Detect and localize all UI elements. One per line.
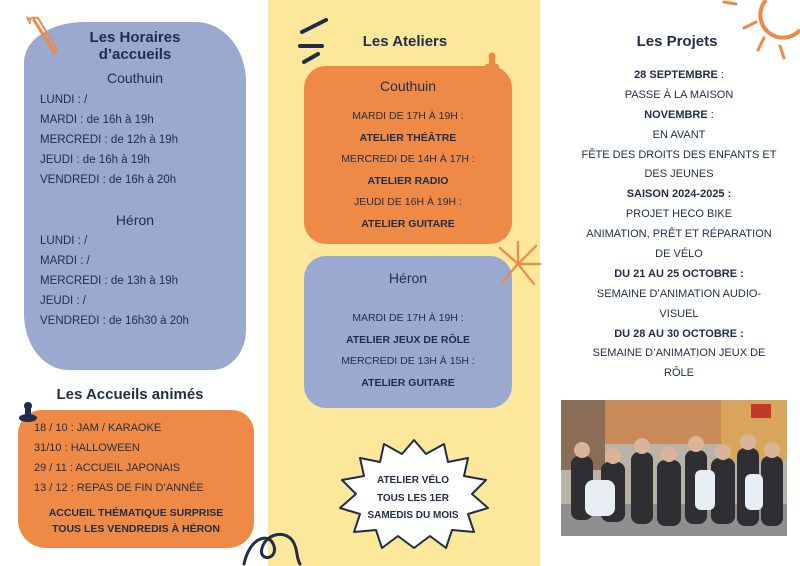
projet-line-label: 28 SEPTEMBRE (634, 69, 718, 81)
projet-line: DE VÉLO (655, 248, 703, 261)
horaires-title-line2: d’accueils (98, 46, 172, 63)
atelier-line: MERCREDI DE 13H À 15H : (341, 355, 475, 368)
atelier-line: MARDI DE 17H À 19H : (352, 110, 464, 122)
atelier-line: MERCREDI DE 14H À 17H : (341, 153, 475, 166)
animes-item: 13 / 12 : REPAS DE FIN D’ANNÉE (34, 482, 204, 494)
sun-icon (716, 0, 800, 62)
projet-line: VISUEL (659, 307, 699, 320)
atelier-line: ATELIER GUITARE (361, 217, 455, 230)
projet-line: DU 21 AU 25 OCTOBRE : (614, 267, 744, 280)
paperclip-icon (24, 14, 64, 60)
atelier-velo-text (348, 472, 478, 525)
accent-lines-icon (296, 18, 336, 66)
horaires-site2-name: Héron (115, 212, 155, 228)
atelier-couthuin-lines (304, 106, 512, 236)
highlight-line2: TOUS LES VENDREDIS À HÉRON (52, 523, 220, 535)
atelier-heron-name: Héron (388, 270, 428, 286)
projet-line: SEMAINE D’ANIMATION AUDIO- (596, 287, 762, 300)
highlight-line1: ACCUEIL THÉMATIQUE SURPRISE (48, 507, 224, 519)
velo-line3: SAMEDIS DU MOIS (367, 510, 459, 521)
horaires-title (70, 29, 200, 63)
animes-item: 31/10 : HALLOWEEN (34, 442, 140, 454)
projet-line: RÔLE (664, 367, 694, 380)
projet-line: SAISON 2024-2025 : (626, 188, 732, 201)
projet-line (560, 106, 798, 126)
projets-list (560, 66, 798, 384)
hours-line: MERCREDI : de 12h à 19h (40, 134, 179, 146)
accueil-thematique-highlight (18, 505, 254, 537)
horaires-site2-list (40, 231, 240, 331)
animes-item: 18 / 10 : JAM / KARAOKE (34, 422, 162, 434)
atelier-line: MARDI DE 17H À 19H : (352, 312, 464, 324)
horaires-site1-list (40, 90, 240, 190)
hours-line: VENDREDI : de 16h à 20h (40, 174, 177, 186)
horaires-title-line1: Les Horaires (89, 29, 181, 46)
atelier-line: ATELIER THÉÂTRE (359, 131, 457, 144)
hours-line: LUNDI : / (40, 235, 88, 247)
atelier-line: ATELIER JEUX DE RÔLE (345, 333, 471, 346)
projet-line: PASSE À LA MAISON (624, 88, 734, 101)
horaires-site1-name: Couthuin (106, 70, 164, 86)
hours-line: MARDI : / (40, 255, 90, 267)
animes-item: 29 / 11 : ACCUEIL JAPONAIS (34, 462, 181, 474)
atelier-heron-lines (304, 308, 512, 394)
projet-line: PROJET HECO BIKE (625, 208, 733, 221)
projet-line: DES JEUNES (644, 168, 714, 181)
accueils-animes-list (34, 418, 254, 498)
projet-line: FÊTE DES DROITS DES ENFANTS ET (581, 148, 777, 161)
projets-title: Les Projets (636, 33, 718, 50)
projet-line: EN AVANT (652, 128, 706, 141)
projet-line (560, 66, 798, 86)
velo-line1: ATELIER VÉLO (376, 475, 450, 486)
hours-line: MARDI : de 16h à 19h (40, 114, 154, 126)
squiggle-icon (240, 526, 304, 566)
atelier-couthuin-name: Couthuin (379, 78, 437, 94)
projet-line: ANIMATION, PRÊT ET RÉPARATION (586, 228, 772, 241)
hours-line: MERCREDI : de 13h à 19h (40, 275, 179, 287)
projet-line-label: NOVEMBRE (644, 108, 708, 121)
accueils-animes-title: Les Accueils animés (56, 386, 204, 403)
atelier-line: JEUDI DE 16H À 19H : (354, 196, 462, 209)
ateliers-title: Les Ateliers (362, 33, 448, 50)
atelier-line: ATELIER RADIO (367, 174, 449, 187)
projet-line-suffix: : (707, 108, 714, 121)
velo-line2: TOUS LES 1ER (376, 492, 450, 504)
projet-line: SEMAINE D’ANIMATION JEUX DE (592, 347, 766, 360)
projet-line-suffix: : (717, 69, 724, 81)
projet-line: DU 28 AU 30 OCTOBRE : (614, 327, 744, 340)
group-photo (561, 400, 787, 536)
atelier-line: ATELIER GUITARE (361, 376, 455, 389)
hours-line: VENDREDI : de 16h30 à 20h (40, 315, 189, 327)
hours-line: JEUDI : / (40, 295, 87, 307)
hours-line: LUNDI : / (40, 94, 88, 106)
hours-line: JEUDI : de 16h à 19h (40, 154, 150, 166)
